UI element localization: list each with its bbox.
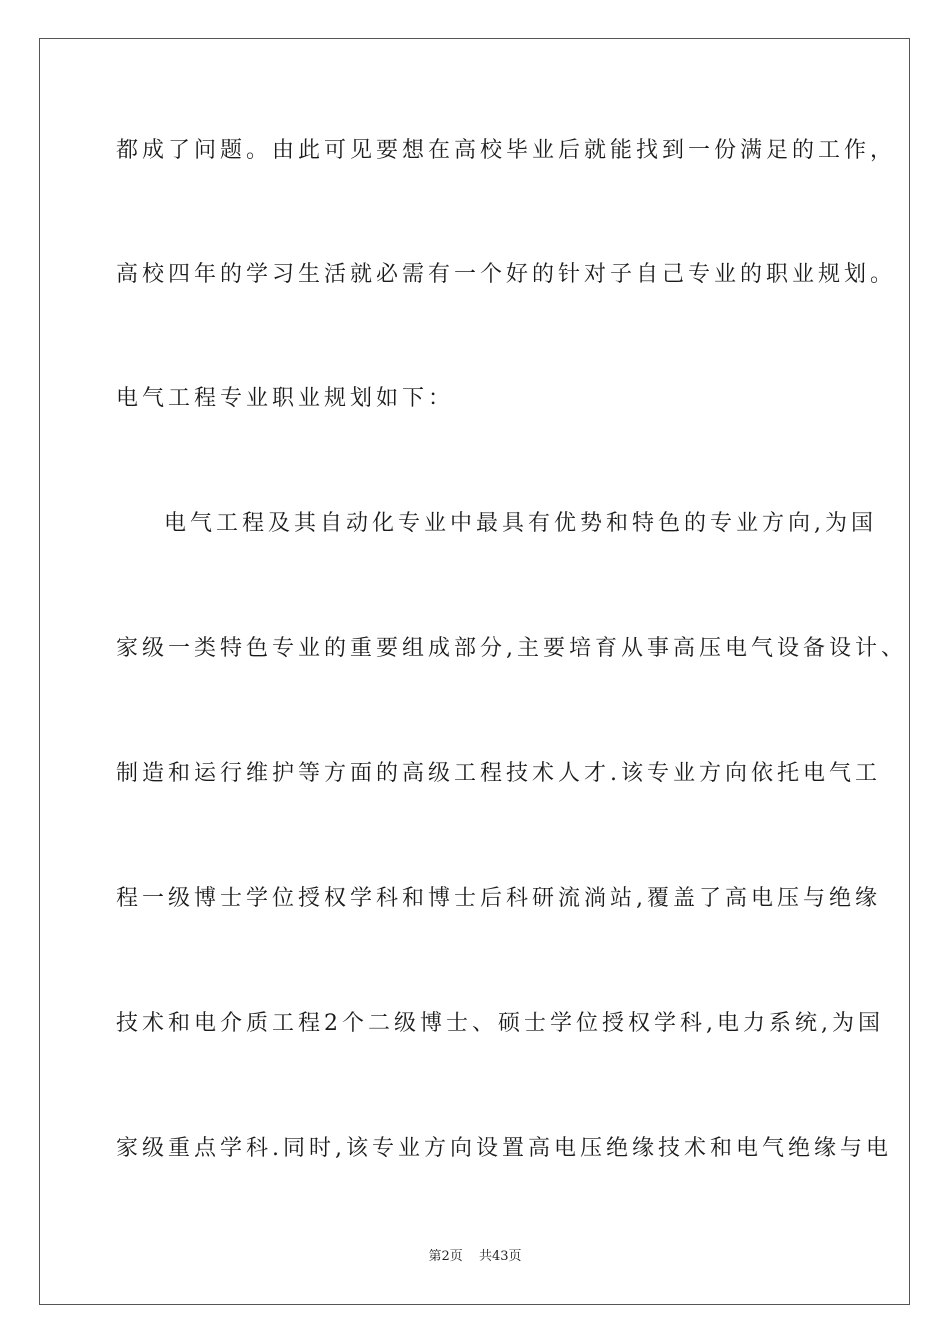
page-border <box>39 38 910 1305</box>
text-line-2: 高校四年的学习生活就必需有一个好的针对子自己专业的职业规划。 <box>116 262 897 287</box>
text-line-3: 电气工程专业职业规划如下： <box>116 386 455 411</box>
text-line-5: 家级一类特色专业的重要组成部分,主要培育从事高压电气设备设计、 <box>116 636 907 661</box>
text-line-6: 制造和运行维护等方面的高级工程技术人才.该专业方向依托电气工 <box>116 761 881 786</box>
page-footer <box>0 1248 950 1266</box>
text-line-8: 技术和电介质工程2个二级博士、硕士学位授权学科,电力系统,为国 <box>116 1011 884 1036</box>
text-line-4: 电气工程及其自动化专业中最具有优势和特色的专业方向,为国 <box>164 511 877 536</box>
page-total: 共43页 <box>478 1249 522 1264</box>
page-number: 第2页 <box>428 1249 463 1264</box>
text-line-1: 都成了问题。由此可见要想在高校毕业后就能找到一份满足的工作， <box>116 138 897 163</box>
text-line-7: 程一级博士学位授权学科和博士后科研流淌站,覆盖了高电压与绝缘 <box>116 886 881 911</box>
text-line-9: 家级重点学科.同时,该专业方向设置高电压绝缘技术和电气绝缘与电 <box>116 1136 892 1161</box>
